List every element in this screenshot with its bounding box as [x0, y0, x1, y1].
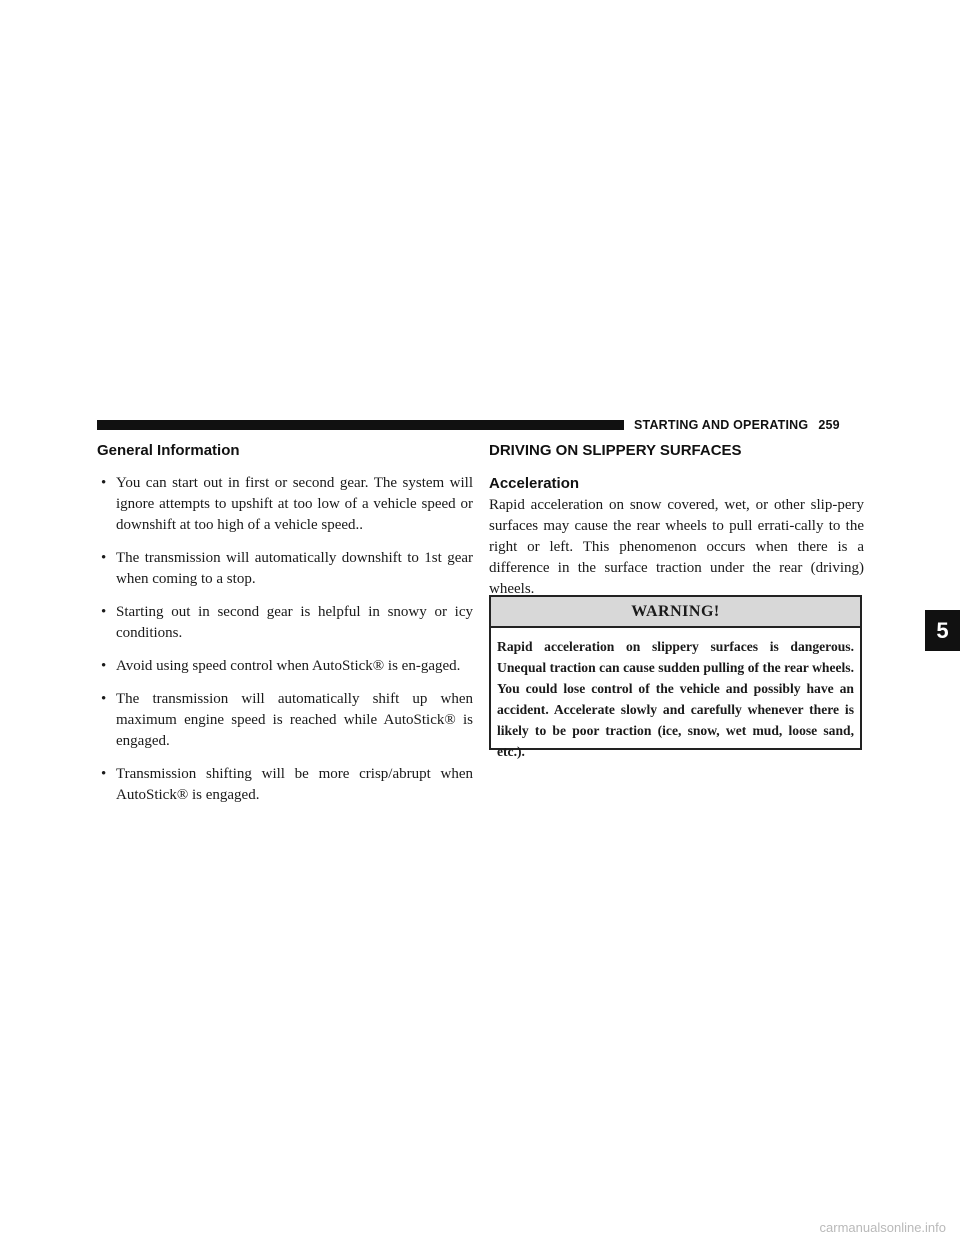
list-item: • Transmission shifting will be more crisp/abrupt when AutoStick® is engaged.	[101, 766, 473, 803]
left-column	[97, 442, 473, 818]
bullet-list	[97, 473, 473, 806]
list-item: • The transmission will automatically downshift to 1st gear when coming to a stop.	[101, 550, 473, 587]
list-item: • Starting out in second gear is helpful in snowy or icy conditions.	[101, 604, 473, 641]
header-title: STARTING AND OPERATING	[634, 418, 809, 432]
acceleration-subheading: Acceleration	[489, 475, 580, 492]
general-information-heading: General Information	[97, 442, 240, 459]
slippery-surfaces-heading: DRIVING ON SLIPPERY SURFACES	[489, 442, 742, 459]
list-item: • You can start out in first or second gear. The system will ignore attempts to upshift at too low of a vehicle speed or downshift at too high of a vehicle speed..	[101, 475, 473, 533]
right-column	[489, 442, 864, 600]
bullet-icon: •	[101, 604, 107, 620]
warning-title: WARNING!	[491, 597, 860, 628]
warning-box	[489, 595, 862, 759]
watermark: carmanualsonline.info	[819, 1220, 946, 1235]
bullet-icon: •	[101, 550, 107, 566]
bullet-icon: •	[101, 691, 107, 707]
list-item: • Avoid using speed control when AutoStick® is en-gaged.	[97, 656, 473, 677]
warning-text: Rapid acceleration on slippery surfaces is dangerous. Unequal traction can cause sudden pulling of the rear wheels. You could lose control of the vehicle and possibly have an accident. Accelerate slowly and carefully whenever there is likely to be poor traction (ice, snow, wet mud, loose sand, etc.).	[497, 639, 854, 759]
acceleration-paragraph: Rapid acceleration on snow covered, wet, or other slip-pery surfaces may cause the rear wheels to pull errati-cally to the right or left. This phenomenon occurs when there is a difference in the surface traction under the rear (driving) wheels.	[489, 497, 864, 597]
list-item: • The transmission will automatically shift up when maximum engine speed is reached while AutoStick® is engaged.	[101, 691, 473, 749]
bullet-icon: •	[101, 766, 107, 782]
bullet-icon: •	[101, 475, 107, 491]
page-number: 259	[818, 418, 840, 432]
running-header	[634, 418, 840, 432]
chapter-tab: 5	[925, 610, 960, 651]
bullet-icon: •	[101, 658, 107, 674]
header-rule	[97, 420, 624, 430]
